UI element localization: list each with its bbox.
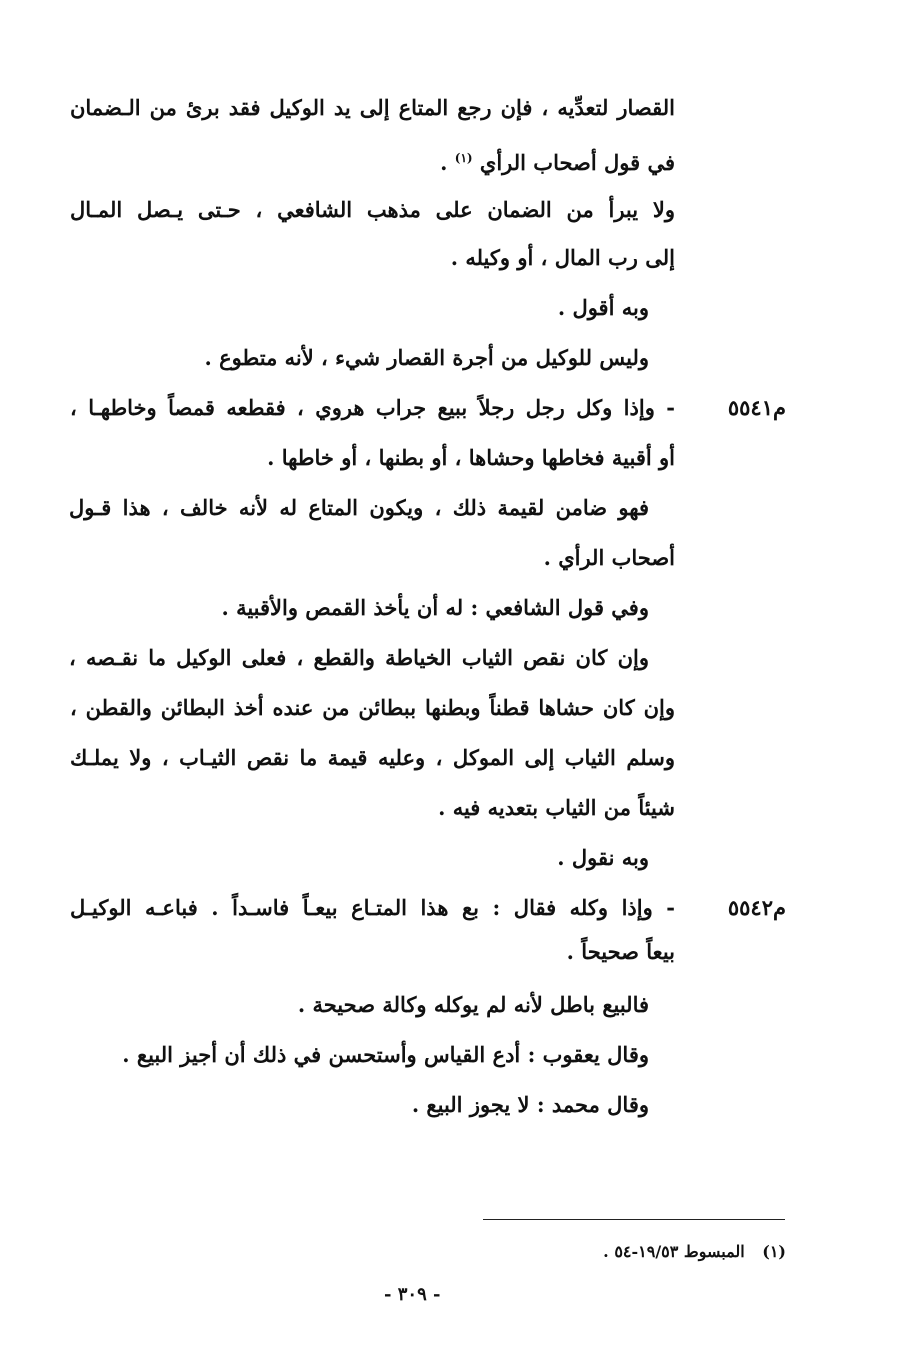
paragraph-text: فهو ضامن لقيمة ذلك ، ويكون المتاع له لأنه خالف ، هذا قـول: [69, 495, 649, 520]
issue-number: [728, 393, 786, 423]
paragraph-text: وإن كان نقص الثياب الخياطة والقطع ، فعلى الوكيل ما نقـصه ،: [69, 645, 649, 670]
paragraph-text: فالبيع باطل لأنه لم يوكله وكالة صحيحة .: [297, 992, 649, 1017]
text-line: [70, 195, 675, 225]
text-line: [69, 493, 649, 523]
paragraph-text: أو أقبية فخاطها وحشاها ، أو بطنها ، أو خاطها .: [267, 445, 675, 470]
text-line: [267, 443, 675, 473]
text-line: [70, 693, 675, 723]
paragraph-text: بيعاً صحيحاً .: [566, 939, 675, 964]
footnote-text: المبسوط ١٩/٥٣-٥٤ .: [603, 1242, 745, 1261]
text-line: [451, 243, 675, 273]
paragraph-text: - وإذا وكله فقال : بع هذا المتـاع بيعـاً فاسـداً . فباعـه الوكيـل: [70, 895, 675, 920]
text-line: [544, 543, 675, 573]
paragraph-text: إلى رب المال ، أو وكيله .: [450, 245, 675, 270]
text-line: [205, 343, 649, 373]
text-line: [567, 937, 675, 967]
footnote-marker: (١): [762, 1242, 786, 1261]
text-line: [122, 1040, 649, 1070]
footnote-divider: [483, 1219, 785, 1220]
text-line: [438, 793, 675, 823]
text-line: [440, 143, 675, 178]
text-line: [70, 743, 675, 773]
paragraph-text: وبه نقول .: [557, 845, 649, 870]
footnote-reference: (١): [454, 151, 473, 165]
paragraph-text: القصار لتعدِّيه ، فإن رجع المتاع إلى يد الوكيل فقد برئ من الـضمان: [70, 95, 675, 120]
text-line: [221, 593, 649, 623]
paragraph-text: في قول أصحاب الرأي: [479, 150, 675, 175]
paragraph-text: وقال يعقوب : أدع القياس وأستحسن في ذلك أن أجيز البيع .: [122, 1042, 649, 1067]
paragraph-text: وإن كان حشاها قطناً وبطنها ببطائن من عنده أخذ البطائن والقطن ،: [70, 695, 675, 720]
paragraph-text: وسلم الثياب إلى الموكل ، وعليه قيمة ما نقص الثيـاب ، ولا يملـك: [70, 745, 675, 770]
page-number-text: - ٣٠٩ -: [384, 1284, 441, 1305]
paragraph-text: ولا يبرأ من الضمان على مذهب الشافعي ، حـتى يـصل المـال: [70, 197, 675, 222]
paragraph-text: وفي قول الشافعي : له أن يأخذ القمص والأقبية .: [221, 595, 649, 620]
paragraph-text: وبه أقول .: [557, 295, 649, 320]
paragraph-text: أصحاب الرأي .: [543, 545, 675, 570]
text-line: [557, 843, 649, 873]
text-line: [412, 1090, 649, 1120]
text-line: [70, 393, 675, 423]
footnote: [603, 1240, 786, 1264]
text-line: [558, 293, 649, 323]
paragraph-text: وليس للوكيل من أجرة القصار شيء ، لأنه متطوع .: [204, 345, 649, 370]
paragraph-text: شيئاً من الثياب بتعديه فيه .: [438, 795, 675, 820]
paragraph-text: وقال محمد : لا يجوز البيع .: [411, 1092, 649, 1117]
page-number: [384, 1283, 441, 1307]
issue-number: [728, 893, 786, 923]
paragraph-text: .: [440, 150, 455, 175]
issue-number-text: م٥٥٤١: [727, 395, 786, 420]
text-line: [69, 643, 649, 673]
text-line: [70, 893, 675, 923]
paragraph-text: - وإذا وكل رجل رجلاً ببيع جراب هروي ، فقطعه قمصاً وخاطهـا ،: [70, 395, 675, 420]
text-line: [70, 93, 675, 123]
issue-number-text: م٥٥٤٢: [727, 895, 786, 920]
text-line: [298, 990, 649, 1020]
